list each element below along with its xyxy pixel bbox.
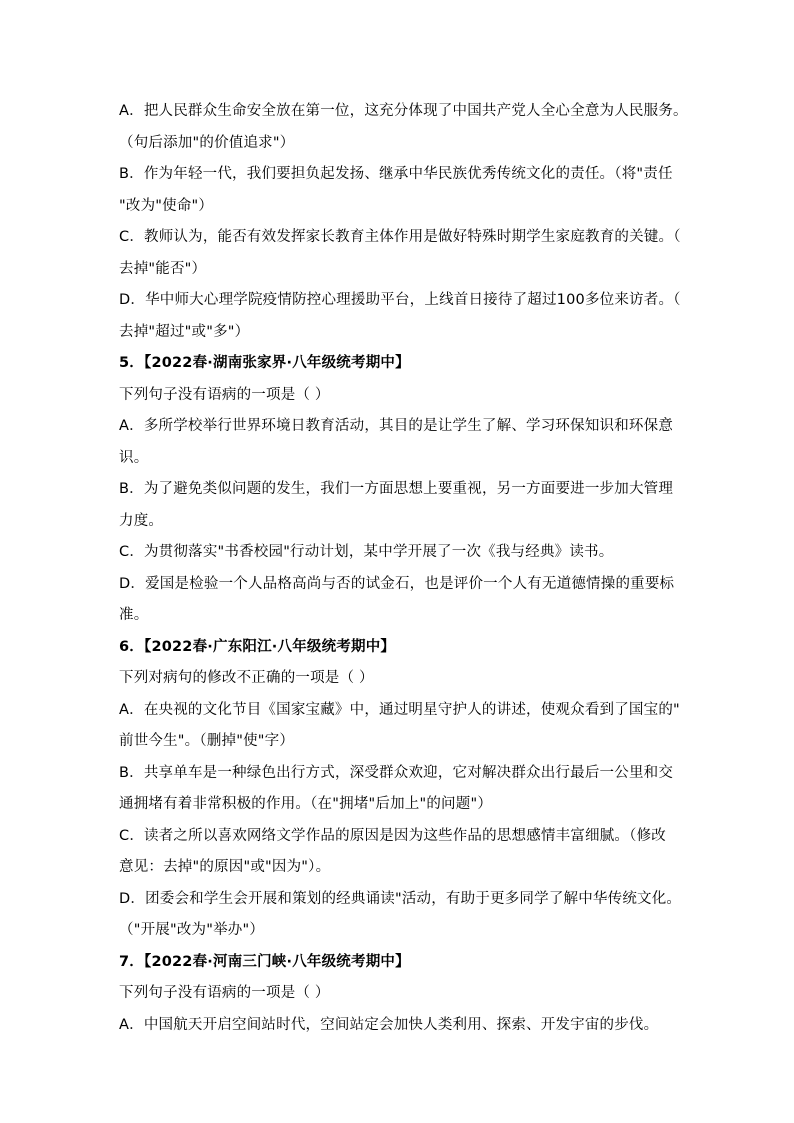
question-list (119, 96, 688, 1041)
q6-option-c-line-2: 意见：去掉"的原因"或"因为"）。 (119, 859, 331, 875)
question-4 (119, 96, 688, 348)
q6-option-c-line-1: C．读者之所以喜欢网络文学作品的原因是因为这些作品的思想感情丰富细腻。（修改 (119, 827, 666, 844)
q7-prompt: 下列句子没有语病的一项是（ ） (119, 985, 330, 1001)
q5-heading: 5．【2022春·湖南张家界·八年级统考期中】 (119, 355, 410, 371)
q6-option-b-line-1: B．共享单车是一种绿色出行方式，深受群众欢迎，它对解决群众出行最后一公里和交 (119, 764, 674, 781)
q6-heading: 6．【2022春·广东阳江·八年级统考期中】 (119, 638, 396, 655)
question-6 (119, 632, 682, 947)
q5-option-a-line-1: A．多所学校举行世界环境日教育活动，其目的是让学生了解、学习环保知识和环保意 (119, 418, 674, 434)
q4-option-d-line-1: D．华中师大心理学院疫情防控心理援助平台，上线首日接待了超过100多位来访者。（ (119, 292, 681, 308)
q5-option-d-line-2: 准。 (119, 607, 149, 623)
q4-option-b-line-1: B．作为年轻一代，我们要担负起发扬、继承中华民族优秀传统文化的责任。（将"责任 (119, 166, 673, 182)
question-5 (119, 348, 679, 632)
q4-option-c-line-1: C．教师认为，能否有效发挥家长教育主体作用是做好特殊时期学生家庭教育的关键。（ (119, 229, 681, 245)
q6-prompt: 下列对病句的修改不正确的一项是（ ） (119, 670, 374, 686)
q4-option-a-line-2: （句后添加"的价值追求"） (119, 134, 295, 151)
q5-option-a-line-2: 识。 (119, 449, 149, 466)
q6-option-d-line-2: （"开展"改为"举办"） (119, 922, 265, 938)
q5-prompt: 下列句子没有语病的一项是（ ） (119, 386, 330, 403)
q4-option-a-line-1: A．把人民群众生命安全放在第一位，这充分体现了中国共产党人全心全意为人民服务。 (119, 103, 688, 119)
q7-option-a-line-1: A．中国航天开启空间站时代，空间站定会加快人类利用、探索、开发宇宙的步伐。 (119, 1016, 659, 1033)
q4-option-c-line-2: 去掉"能否"） (119, 260, 207, 277)
q5-option-c-line-1: C．为贯彻落实"书香校园"行动计划，某中学开展了一次《我与经典》读书。 (119, 544, 614, 560)
q6-option-a-line-1: A．在央视的文化节目《国家宝藏》中，通过明星守护人的讲述，使观众看到了国宝的" (119, 701, 680, 718)
q4-option-b-line-2: "改为"使命"） (119, 197, 214, 214)
q5-option-d-line-1: D．爱国是检验一个人品格高尚与否的试金石，也是评价一个人有无道德情操的重要标 (119, 575, 675, 592)
question-7 (119, 947, 679, 1042)
q5-option-b-line-2: 力度。 (119, 512, 164, 529)
q6-option-a-line-2: 前世今生"。（删掉"使"字） (119, 733, 295, 749)
q4-option-d-line-2: 去掉"超过"或"多"） (119, 323, 250, 340)
q5-option-b-line-1: B．为了避免类似问题的发生，我们一方面思想上要重视，另一方面要进一步加大管理 (119, 481, 674, 497)
q7-heading: 7．【2022春·河南三门峡·八年级统考期中】 (119, 953, 410, 970)
q6-option-d-line-1: D．团委会和学生会开展和策划的经典诵读"活动，有助于更多同学了解中华传统文化。 (119, 890, 682, 907)
q6-option-b-line-2: 通拥堵有着非常积极的作用。（在"拥堵"后加上"的问题"） (119, 796, 493, 812)
